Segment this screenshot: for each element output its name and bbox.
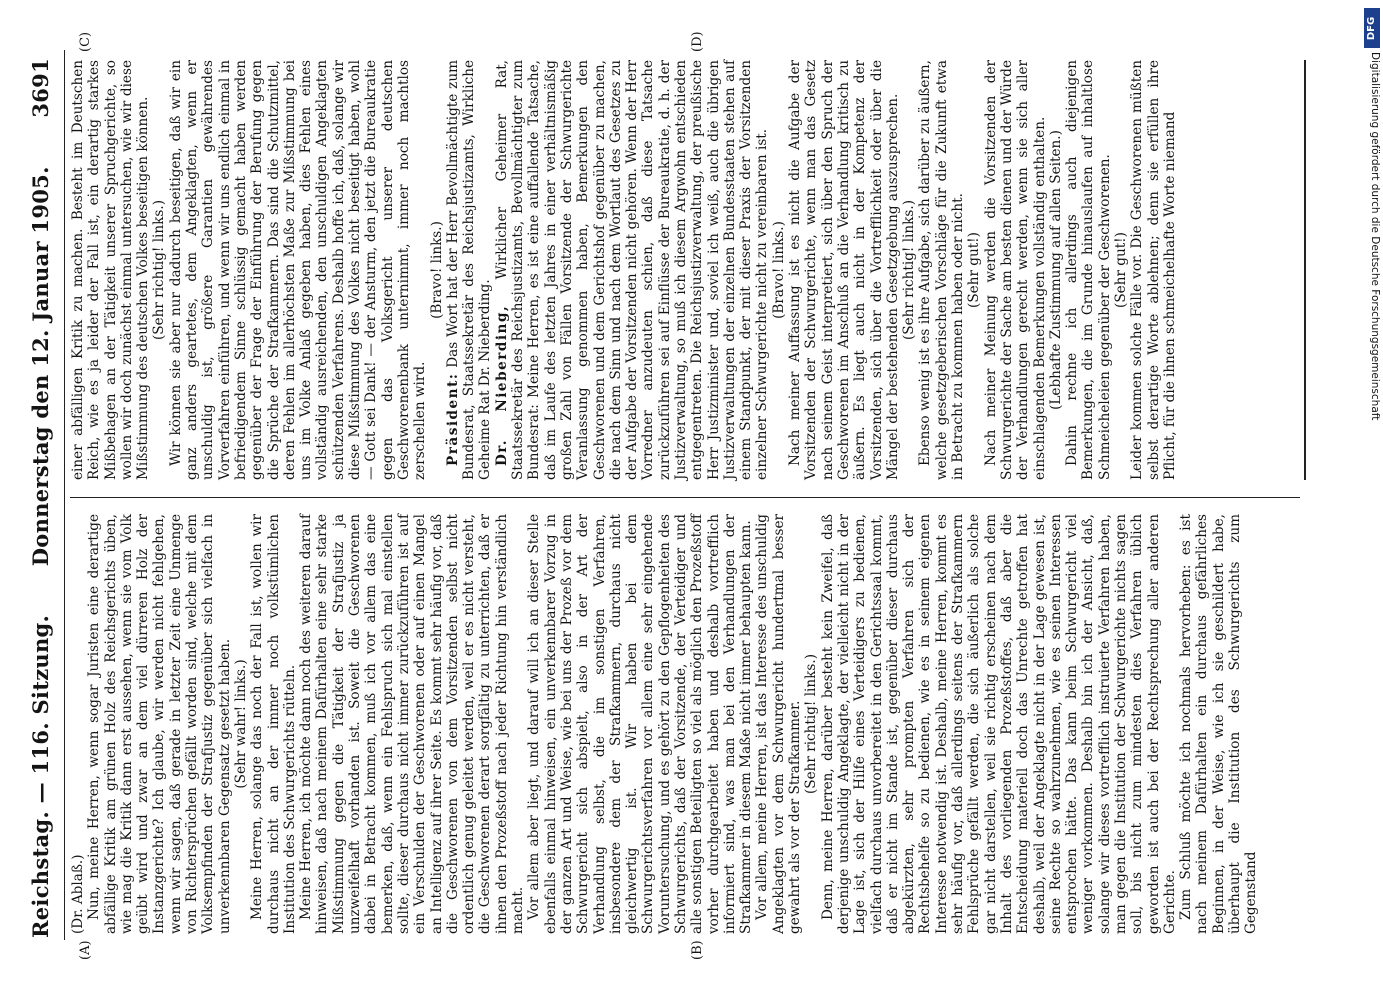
section-end-rule <box>1304 60 1306 480</box>
paragraph: Nach meiner Auffassung ist es nicht die Aufgabe der Vorsitzenden der Schwurgerichte, wenn man das Gesetz nach seinem Geist interpretiert, sich über den Spruch der Geschworenen im Anschluß an die Verhandlung kritisch zu äußern. Es liegt auch nicht in der Kompetenz der Vorsitzenden, sich über die Vortrefflichkeit oder über die Mängel der bestehenden Gesetzgebung auszusprechen. <box>787 60 901 480</box>
funding-credit-text: Digitalisierung gefördert durch die Deutsche Forschungsgemeinschaft <box>1369 52 1381 421</box>
header-date: Donnerstag den 12. Januar 1905. <box>27 166 53 567</box>
margin-marker-a: (A) <box>78 940 93 960</box>
paragraph: Denn, meine Herren, darüber besteht kein Zweifel, daß derjenige unschuldig Angeklagte, der vielleicht nicht in der Lage ist, sich der Hilfe eines Verteidigers zu bedienen, vielfach durchaus unvorbereitet in den Gerichtssaal kommt, daß er nicht im Stande ist, gegenüber dieser durchaus abgekürzten, sehr prompten Verfahren sich der Rechtsbehelfe so zu bedienen, wie es in seinem eigenen Interesse notwendig ist. Deshalb, meine Herren, kommt es sehr häufig vor, daß allerdings seitens der Strafkammern Fehlsprüche gefällt werden, die sich äußerlich als solche gar nicht darstellen, weil sie richtig erscheinen nach dem Inhalt des vorliegenden Prozeßstoffes, daß aber die Entscheidung materiell doch das Unrechte getroffen hat deshalb, weil der Angeklagte nicht in der Lage gewesen ist, seine Rechte so wahrzunehmen, wie es seinen Interessen entsprochen hätte. Das kann beim Schwurgericht viel weniger vorkommen. Deshalb bin ich der Ansicht, daß, solange wir dieses vortrefflich instruierte Verfahren haben, man gegen die Institution der Schwurgerichte nichts sagen soll, bis nicht zum mindesten dies Verfahren üblich geworden ist auch bei der Rechtsprechung aller anderen Gerichte. <box>819 514 1178 934</box>
dfg-logo: DFG <box>1364 8 1380 48</box>
header-session: Reichstag. — 116. Sitzung. <box>27 614 53 938</box>
interjection: (Bravo! links.) <box>770 221 787 319</box>
speaker-statement <box>494 60 771 480</box>
margin-marker-c: (C) <box>78 31 93 52</box>
page-number: 3691 <box>27 58 53 118</box>
paragraph: einer abfälligen Kritik zu machen. Besteht im Deutschen Reich, wie es ja leider der Fall ist, ein derartig starkes Mißbehagen an der Tätigkeit unserer Spruchgerichte, so wollen wir doch zunächst einmal untersuchen, wie wir diese Mißstimmung des deutschen Volkes beseitigen können. <box>70 60 152 480</box>
funding-credit <box>1368 52 1382 992</box>
paragraph: Nun, meine Herren, wenn sogar Juristen eine derartige abfällige Kritik am grünen Holz des Reichsgerichts üben, wie mag die Kritik dann erst aussehen, wenn sie vom Volk geübt wird und zwar an dem viel dürreren Holz der Instanzgerichte? Ich glaube, wir werden nicht fehlgehen, wenn wir sagen, daß gerade in letzter Zeit eine Unmenge von Richtersprüchen gefällt worden sind, welche mit dem Volksempfinden der Strafjustiz gegenüber sich vielfach in unverkennbaren Gegensatz gesetzt haben. <box>86 514 233 934</box>
paragraph: Nach meiner Meinung werden die Vorsitzenden der Schwurgerichte der Sache am besten dienen und der Würde der Verhandlungen gerecht werden, wenn sie sich aller einschlagenden Bemerkungen vollständig enthalten. <box>982 60 1048 480</box>
paragraph: Leider kommen solche Fälle vor. Die Geschworenen müßten selbst derartige Worte ablehnen; denn sie erfüllen ihre Pflicht, für die ihnen schmeichelhafte Worte niemand <box>1129 60 1178 480</box>
interjection: (Sehr richtig! links.) <box>901 199 918 341</box>
paragraph: Vor allem, meine Herren, ist das Interesse des unschuldig Angeklagten vor dem Schwurgericht hundertmal besser gewahrt als vor der Strafkammer. <box>754 514 804 934</box>
page-header <box>22 58 58 938</box>
margin-marker-b: (B) <box>690 940 705 960</box>
statement-text: Das Wort hat der Herr Bevollmächtigte zum Bundesrat, Staatssekretär des Reichsjustizamts, Wirkliche Geheime Rat Dr. Nieberding. <box>444 60 494 480</box>
interjection: (Lebhafte Zustimmung auf allen Seiten.) <box>1047 130 1064 410</box>
speaker-name: Präsident: <box>444 372 461 466</box>
speaker-continuation: (Dr. Ablaß.) <box>70 854 86 934</box>
paragraph: Meine Herren, ich möchte dann noch des weiteren darauf hinweisen, daß nach meinem Dafürhalten eine sehr starke Mißstimmung gegen die Tätigkeit der Strafjustiz ja unzweifelhaft vorhanden ist. Soweit die Geschworenen dabei in Betracht kommen, muß ich vor allem das eine bemerken, daß, wenn ein Fehlspruch sich mal einstellen sollte, dieser durchaus nicht immer zurückzuführen ist auf ein Verschulden der Geschworenen oder auf einen Mangel an Intelligenz auf ihrer Seite. Es kommt sehr häufig vor, daß die Geschworenen von dem Vorsitzenden selbst nicht ordentlich genug geleitet werden, weil er es nicht versteht, die Geschworenen derart sorgfältig zu unterrichten, daß er ihnen den Prozeßstoff nach jeder Richtung hin verständlich macht. <box>298 514 527 934</box>
statement-text: Wirklicher Geheimer Rat, Staatssekretär des Reichsjustizamts, Bevollmächtigter zum Bundesrat: Meine Herren, es ist eine auffallende Tatsache, daß im Laufe des letzten Jahres in einer verhältnismäßig großen Zahl von Fällen Vorsitzende der Schwurgerichte Veranlassung genommen haben, Bemerkungen den Geschworenen und dem Gerichtshof gegenüber zu machen, die nach dem Sinn und nach dem Wortlaut des Gesetzes zu der Aufgabe der Vorsitzenden nicht gehören. Wenn der Herr Vorredner anzudeuten schien, daß diese Tatsache zurückzuführen sei auf Einflüsse der Bureaukratie, d. h. der Justizverwaltung, so muß ich diesem Argwohn entschieden entgegentreten. Die Reichsjustizverwaltung, der preußische Herr Justizminister und, soviel ich weiß, auch die übrigen Justizverwaltungen der einzelnen Bundesstaaten stehen auf einem Standpunkt, der mit dieser Praxis der Vorsitzenden einzelner Schwurgerichte nicht zu vereinbaren ist. <box>493 59 771 480</box>
interjection: (Sehr gut!) <box>1113 232 1129 308</box>
margin-marker-d: (D) <box>690 31 705 52</box>
paragraph: Ebenso wenig ist es ihre Aufgabe, sich darüber zu äußern, welche gesetzgeberischen Vorschläge für die Zukunft etwa in Betracht zu kommen haben oder nicht. <box>917 60 967 480</box>
column-divider <box>70 497 1300 498</box>
text-column-right <box>70 60 1178 480</box>
president-statement <box>445 60 494 480</box>
interjection: (Sehr richtig! links.) <box>803 653 820 795</box>
interjection: (Sehr wahr! links.) <box>232 659 249 789</box>
interjection: (Bravo! links.) <box>428 221 445 319</box>
paragraph: Dahin rechne ich allerdings auch diejenigen Bemerkungen, die im Grunde hinauslaufen auf inhaltlose Schmeicheleien gegenüber der Geschworenen. <box>1064 60 1113 480</box>
interjection: (Sehr richtig! links.) <box>151 199 168 341</box>
paragraph: Zum Schluß möchte ich nochmals hervorheben: es ist nach meinem Dafürhalten ein durchaus gefährliches Beginnen, in der Weise, wie ich sie geschildert habe, überhaupt die Institution des Schwurgerichts zum Gegenstand <box>1178 514 1260 934</box>
paragraph: Wir können sie aber nur dadurch beseitigen, daß wir ein ganz anders geartetes, dem Angeklagten, wenn er unschuldig ist, größere Garantien gewährendes Vorverfahren einführen, und wenn wir uns endlich einmal in befriedigendem Sinne schlüssig gemacht haben werden gegenüber der Frage der Einführung der Berufung gegen die Sprüche der Strafkammern. Das sind die Schutzmittel, deren Fehlen im allerhöchsten Maße zur Mißstimmung bei uns im Volke Anlaß gegeben haben, dies Fehlen eines vollständig ausreichenden, den unschuldigen Angeklagten schützenden Verfahrens. Deshalb hoffe ich, daß, solange wir diese Mißstimmung des Volkes nicht beseitigt haben, wohl — Gott sei Dank! — der Ansturm, den jetzt die Bureaukratie gegen das Volksgericht unserer deutschen Geschworenenbank unternimmt, immer noch machtlos zerschellen wird. <box>167 60 429 480</box>
header-rule <box>64 50 65 940</box>
text-column-left <box>70 514 1260 934</box>
speaker-name: Dr. Nieberding, <box>493 304 510 466</box>
paragraph: Vor allem aber liegt, und darauf will ich an dieser Stelle ebenfalls einmal hinweisen, ein unverkennbarer Vorzug in der ganzen Art und Weise, wie bei uns der Prozeß vor dem Schwurgericht sich abspielt, also in der Art der Verhandlung selbst, die im sonstigen Verfahren, insbesondere dem der Strafkammern, durchaus nicht gleichwertig ist. Wir haben bei dem Schwurgerichtsverfahren vor allem eine sehr eingehende Voruntersuchung, und es gehört zu den Gepflogenheiten des Schwurgerichts, daß der Vorsitzende, der Verteidiger und alle sonstigen Beteiligten so viel als möglich den Prozeßstoff vorher durchgearbeitet haben und deshalb vortrefflich informiert sind, was man bei den Verhandlungen der Strafkammer in diesem Maße nicht immer behaupten kann. <box>526 514 755 934</box>
interjection: (Sehr gut!) <box>966 232 983 308</box>
paragraph: Meine Herren, solange das noch der Fall ist, wollen wir durchaus nicht an der immer noch volkstümlichen Institution des Schwurgerichts rütteln. <box>249 514 298 934</box>
